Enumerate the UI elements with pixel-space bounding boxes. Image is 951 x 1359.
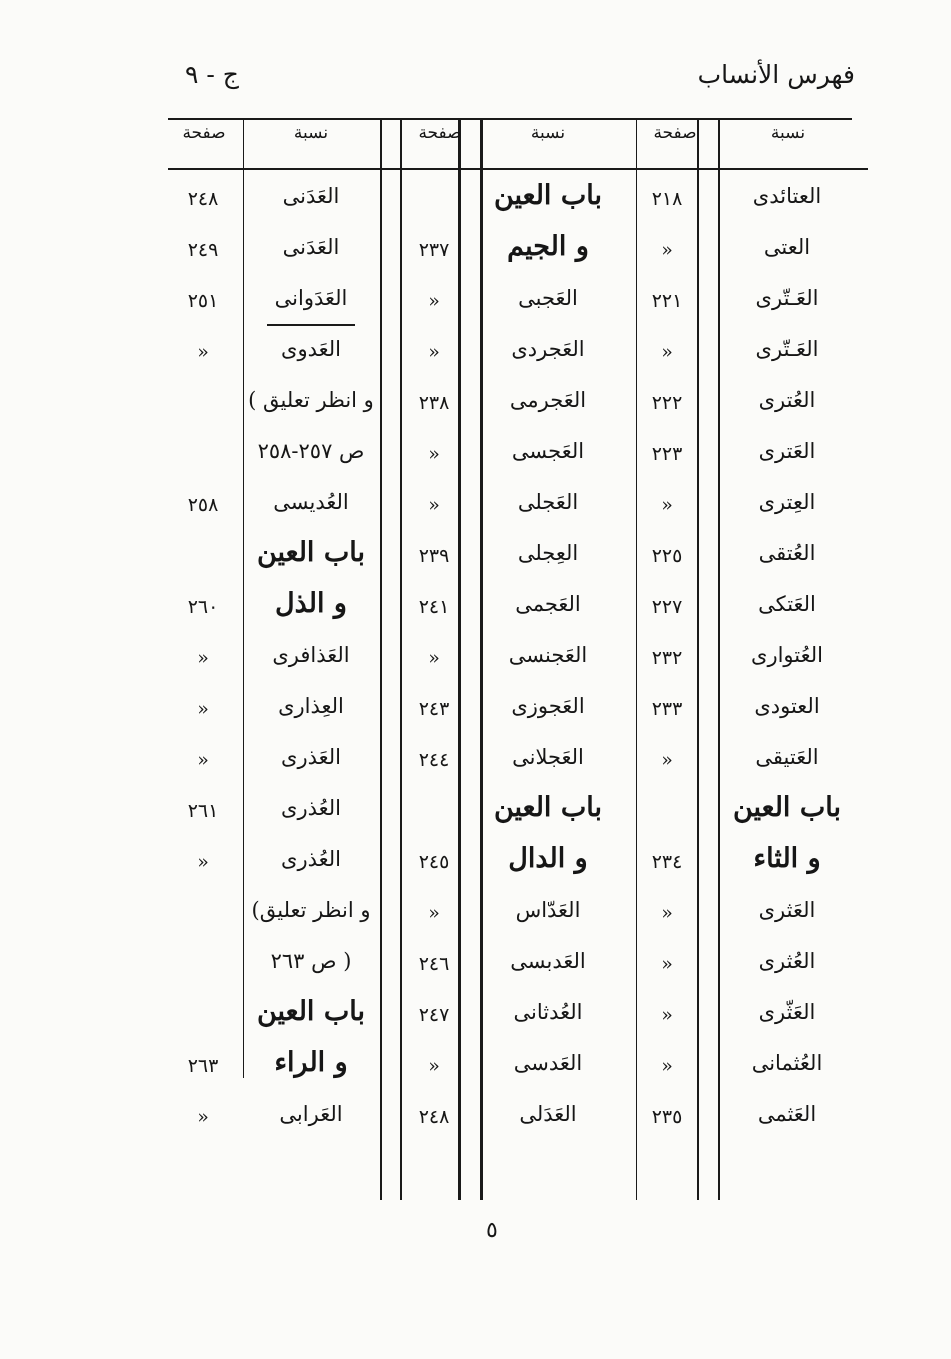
entry-name: العَدَنى [282,235,340,259]
entry-page: ٢٤١ [418,596,450,618]
entry-page: » [661,749,673,771]
entry-name: العَرابى [279,1102,343,1126]
entry-name: العُثمانى [751,1051,823,1075]
entry-page: ٢٤٩ [187,239,219,261]
entry-name: ( و انظر تعليق [248,388,374,412]
entry-name: ص ٢٦٣ ) [270,949,352,973]
entry-name: و الراء [274,1047,348,1078]
entry-name: العَدوى [281,337,341,361]
entry-page: » [197,851,209,873]
entry-name: باب العين [493,792,602,823]
entry-page: » [661,239,673,261]
entry-name: العَجنسى [508,643,588,667]
entry-page: » [428,647,440,669]
entry-page: ٢٤٧ [418,1004,450,1026]
entry-name: العَدبسى [510,949,586,973]
entry-page: » [197,698,209,720]
entry-page: ٢٤٣ [418,698,450,720]
entry-page: » [197,341,209,363]
entry-name: العَدَنى [282,184,340,208]
entry-name: العتودى [754,694,820,718]
entry-page: » [661,1004,673,1026]
entry-name: العُثرى [758,949,816,973]
entry-page: » [661,494,673,516]
entry-name: و الدال [508,843,588,874]
entry-name: العَثرى [758,898,816,922]
entry-page: » [661,953,673,975]
entry-name: العُديسى [273,490,349,514]
entry-page: ٢٤٤ [418,749,450,771]
entry-name: العَذافرى [272,643,350,667]
entry-name: العُتقى [758,541,816,565]
entry-page: ٢٣٤ [651,851,683,873]
entry-page: » [428,902,440,924]
entry-page: ٢٣٧ [418,239,450,261]
entry-name: العتى [763,235,811,259]
entry-name: العَذرى [281,745,341,769]
entry-page: » [661,902,673,924]
entry-name: العَثّرى [758,1000,816,1024]
entry-name: العَثمى [757,1102,817,1126]
entry-name: العَـتّرى [755,337,819,361]
entry-page: ٢٢١ [651,290,683,312]
page-number: ٥ [486,1218,498,1243]
entry-name: باب العين [493,180,602,211]
entry-name: العَتيقى [755,745,819,769]
entry-name: العَترى [758,439,816,463]
top-rule [168,118,852,120]
entry-page: ٢٤٨ [187,188,219,210]
entry-name: باب العين [732,792,841,823]
entry-page: » [197,1106,209,1128]
entry-name: العَجلى [517,490,579,514]
entry-page: » [661,1055,673,1077]
entry-page: ٢٢٥ [651,545,683,567]
entry-name: العُتوارى [751,643,823,667]
entry-name: العَدَوانى [274,286,348,310]
header-name-left: نسبة [293,123,329,143]
entry-page: » [197,749,209,771]
entry-page: » [661,341,673,363]
entry-name: العَجلانى [512,745,584,769]
entry-name: العَجبى [518,286,578,310]
entry-name: و الذل [275,588,347,619]
entry-name: العَدَلى [519,1102,577,1126]
entry-page: » [197,647,209,669]
volume-label: ج - ٩ [185,60,239,89]
entry-underline [267,324,355,326]
entry-page: » [428,341,440,363]
entry-page: » [428,443,440,465]
entry-page: ٢٢٣ [651,443,683,465]
header-name-middle: نسبة [530,123,566,143]
entry-page: ٢٤٦ [418,953,450,975]
entry-name: العُدثانى [513,1000,583,1024]
entry-page: ٢٣٨ [418,392,450,414]
header-page-middle: صفحة [418,123,462,143]
entry-name: العَجسى [511,439,585,463]
entry-name: العَجوزى [511,694,585,718]
entry-name: و الجيم [507,231,589,262]
entry-page: ٢٢٧ [651,596,683,618]
column-divider [243,118,244,1078]
entry-page: ٢٤٨ [418,1106,450,1128]
column-divider [380,118,382,1200]
entry-name: العُذرى [281,796,341,820]
header-page-left: صفحة [182,123,226,143]
entry-page: » [428,494,440,516]
entry-page: ٢٦٣ [187,1055,219,1077]
header-page-right: صفحة [653,123,697,143]
entry-name: العِذارى [278,694,344,718]
entry-page: ٢٢٢ [651,392,683,414]
entry-page: ٢٥١ [187,290,219,312]
entry-page: ٢٦١ [187,800,219,822]
entry-page: ٢١٨ [651,188,683,210]
entry-page: ٢٣٣ [651,698,683,720]
entry-page: ٢٣٢ [651,647,683,669]
column-divider [697,118,699,1200]
entry-name: العَجمى [515,592,581,616]
entry-name: العَجرمى [509,388,587,412]
entry-name: العَدسى [513,1051,583,1075]
entry-name: العُترى [758,388,816,412]
entry-name: (و انظر تعليق [251,898,371,922]
entry-name: ص ٢٥٧-٢٥٨ [257,439,365,463]
entry-name: العِجلى [517,541,579,565]
entry-name: العِترى [758,490,816,514]
entry-page: ٢٣٩ [418,545,450,567]
entry-page: ٢٦٠ [187,596,219,618]
entry-page: » [428,290,440,312]
entry-name: باب العين [256,996,365,1027]
index-title: فهرس الأنساب [697,60,855,89]
entry-page: ٢٣٥ [651,1106,683,1128]
entry-name: و الثاء [753,843,821,874]
entry-page: » [428,1055,440,1077]
entry-name: العتائدى [752,184,822,208]
entry-name: العَـتّرى [755,286,819,310]
entry-name: باب العين [256,537,365,568]
entry-name: العَدّاس [515,898,581,922]
entry-name: العُذرى [281,847,341,871]
column-divider [400,118,402,1200]
column-divider [636,118,637,1200]
entry-name: العَجردى [511,337,585,361]
entry-page: ٢٤٥ [418,851,450,873]
header-rule [168,168,868,170]
entry-page: ٢٥٨ [187,494,219,516]
entry-name: العَتكى [758,592,816,616]
header-name-right: نسبة [770,123,806,143]
